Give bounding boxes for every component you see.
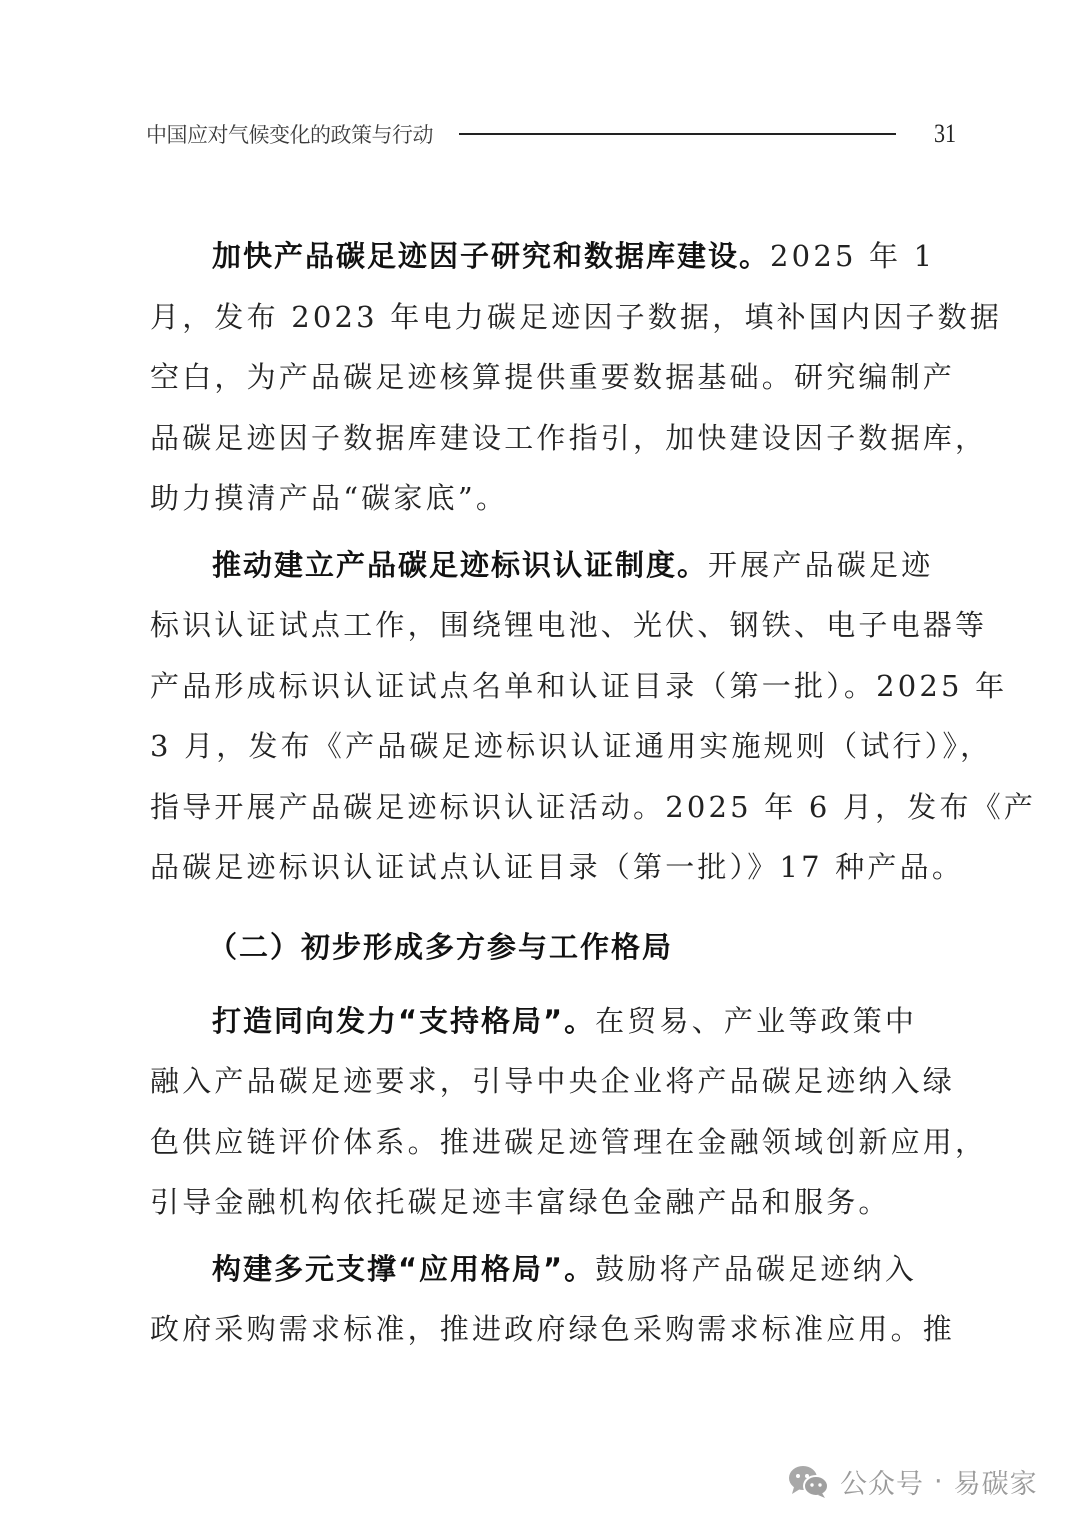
paragraph-line: 指导开展产品碳足迹标识认证活动。2025 年 6 月，发布《产 [150, 789, 1037, 824]
paragraph-line: 政府采购需求标准，推进政府绿色采购需求标准应用。推 [150, 1312, 956, 1346]
paragraph-line: 助力摸清产品“碳家底”。 [150, 481, 509, 515]
running-header [146, 114, 958, 154]
paragraph-line: 月，发布 2023 年电力碳足迹因子数据，填补国内因子数据 [150, 299, 1003, 334]
section-heading: （二）初步形成多方参与工作格局 [208, 929, 674, 964]
watermark-separator: · [934, 1466, 944, 1497]
paragraph-lead: 打造同向发力“支持格局”。 [212, 1003, 596, 1038]
paragraph-lead: 加快产品碳足迹因子研究和数据库建设。 [212, 239, 771, 273]
wechat-icon [788, 1465, 830, 1499]
paragraph-line: 产品形成标识认证试点名单和认证目录（第一批）。2025 年 [150, 668, 1008, 703]
paragraph-line: 空白，为产品碳足迹核算提供重要数据基础。研究编制产 [150, 360, 956, 394]
watermark-label: 公众号 [840, 1469, 924, 1500]
header-rule [459, 133, 896, 135]
paragraph-lead: 构建多元支撑“应用格局”。 [212, 1251, 596, 1286]
paragraph-line: 融入产品碳足迹要求，引导中央企业将产品碳足迹纳入绿 [150, 1064, 956, 1098]
paragraph-line: 推动建立产品碳足迹标识认证制度。开展产品碳足迹 [212, 547, 934, 582]
paragraph-line: 构建多元支撑“应用格局”。鼓励将产品碳足迹纳入 [212, 1251, 918, 1286]
paragraph-line: 引导金融机构依托碳足迹丰富绿色金融产品和服务。 [150, 1185, 891, 1219]
paragraph-support-pattern [150, 991, 988, 1233]
watermark-account: 易碳家 [953, 1469, 1038, 1500]
paragraph-line: 3 月，发布《产品碳足迹标识认证通用实施规则（试行）》， [150, 729, 993, 763]
page-number: 31 [933, 119, 957, 148]
wechat-watermark [788, 1462, 1038, 1501]
page-body [150, 226, 1037, 1360]
paragraph-line: 品碳足迹因子数据库建设工作指引，加快建设因子数据库， [150, 420, 988, 455]
paragraph-line: 品碳足迹标识认证试点认证目录（第一批）》17 种产品。 [150, 850, 965, 884]
header-title: 中国应对气候变化的政策与行动 [146, 123, 433, 147]
paragraph-line: 色供应链评价体系。推进碳足迹管理在金融领域创新应用， [150, 1124, 988, 1159]
paragraph-application-pattern [150, 1239, 956, 1360]
paragraph-line: 加快产品碳足迹因子研究和数据库建设。2025 年 1 [212, 239, 936, 273]
paragraph-line: 打造同向发力“支持格局”。在贸易、产业等政策中 [212, 1003, 918, 1038]
paragraph-factor-database [150, 226, 1003, 529]
paragraph-line: 标识认证试点工作，围绕锂电池、光伏、钢铁、电子电器等 [150, 608, 988, 642]
paragraph-label-certification [150, 535, 1037, 898]
paragraph-lead: 推动建立产品碳足迹标识认证制度。 [212, 547, 709, 582]
